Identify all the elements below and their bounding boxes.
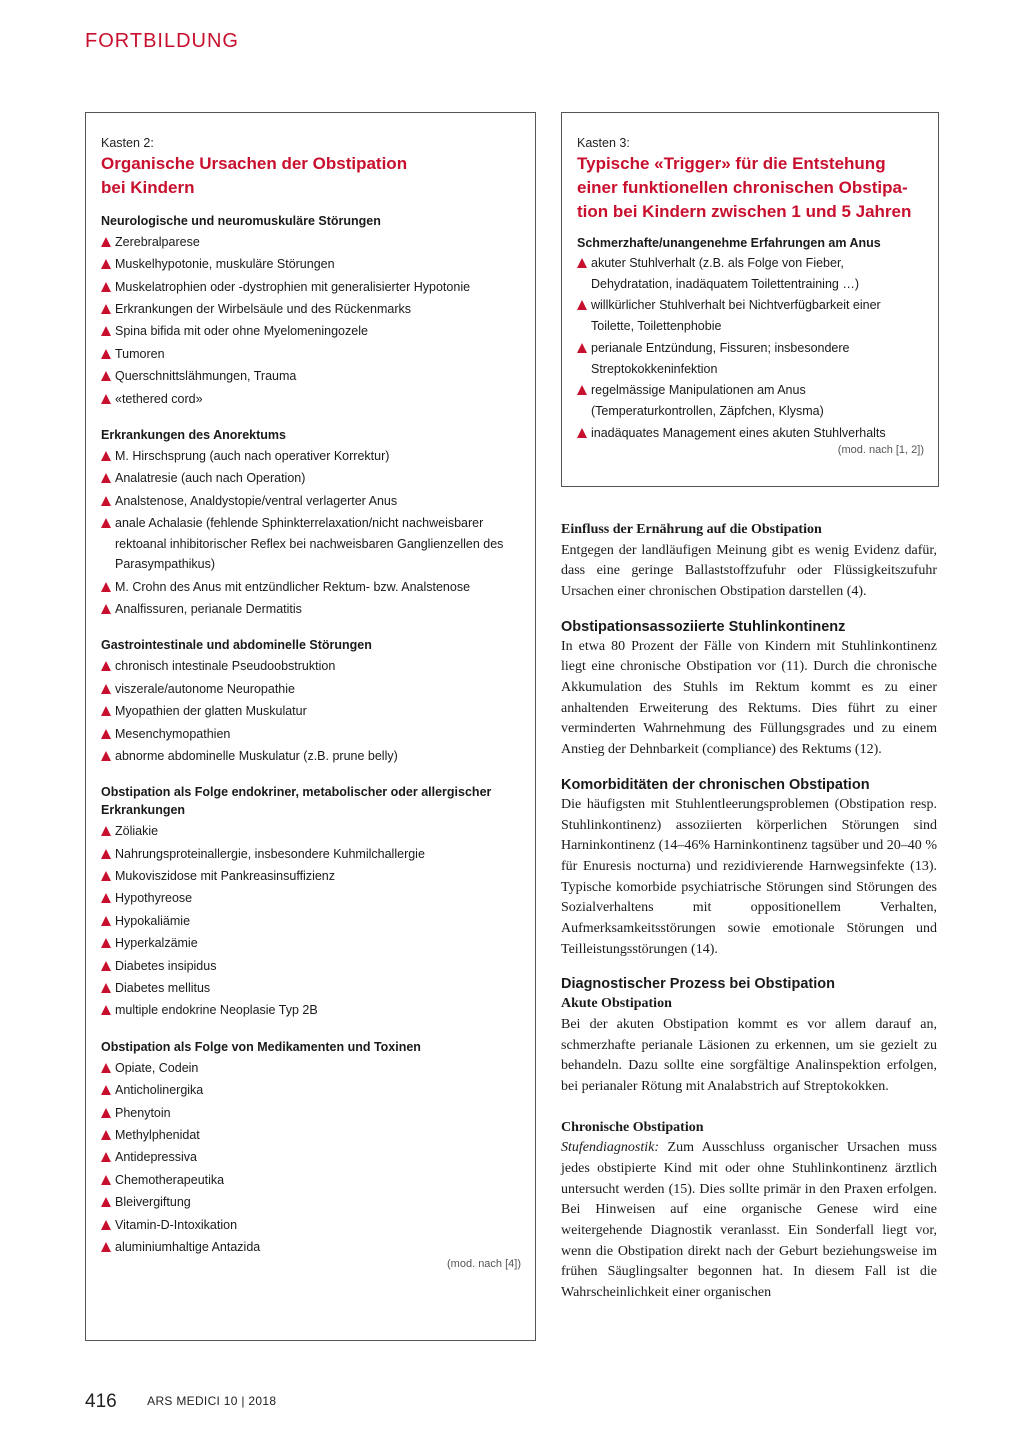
section-header: FORTBILDUNG [85, 30, 239, 52]
section-heading: Erkrankungen des Anorektums [101, 428, 287, 443]
box-organic-causes [85, 112, 536, 1341]
triangle-up-icon [101, 304, 111, 314]
list-item-text: akuter Stuhlverhalt (z.B. als Folge von Fieber, Dehydratation, inadäquatem Toilettentraining …) [591, 256, 859, 291]
list-item [101, 956, 521, 977]
list-item [577, 253, 924, 294]
list-item-text: abnorme abdominelle Muskulatur (z.B. prune belly) [115, 748, 398, 763]
section-heading: Schmerzhafte/unangenehme Erfahrungen am Anus [577, 236, 881, 250]
section-heading: Gastrointestinale und abdominelle Störungen [101, 638, 372, 653]
list-item-text: chronisch intestinale Pseudoobstruktion [115, 659, 336, 674]
subheading: Einfluss der Ernährung auf die Obstipation [561, 522, 822, 537]
list-item [101, 491, 521, 512]
list-item [101, 446, 521, 467]
list-item [101, 366, 521, 387]
list-item-text: inadäquates Management eines akuten Stuhlverhalts [591, 425, 886, 440]
list-item [101, 1192, 521, 1213]
list-item [101, 1000, 521, 1021]
list-item [101, 1080, 521, 1101]
list-item-text: Muskelhypotonie, muskuläre Störungen [115, 257, 335, 272]
list-item-text: Nahrungsproteinallergie, insbesondere Kuhmilchallergie [115, 846, 425, 861]
cause-section [101, 212, 521, 409]
paragraph: Bei der akuten Obstipation kommt es vor allem darauf an, schmerzhafte perianale Läsionen zu erkennen, um sie gezielt zu behandeln. Dazu sollte eine sorgfältige Analinspektion erfolgen, bei perianaler Rötung mit Analabstrich auf Streptokokken. [561, 1016, 937, 1095]
trigger-list [577, 253, 924, 443]
list-item [101, 933, 521, 954]
list-item-text: Hypokaliämie [115, 913, 191, 928]
box-triggers [561, 112, 939, 487]
list-item [577, 338, 924, 379]
list-item-text: Analatresie (auch nach Operation) [115, 471, 306, 486]
list-item [101, 389, 521, 410]
triangle-up-icon [101, 259, 111, 269]
list-item-text: Querschnittslähmungen, Trauma [115, 369, 297, 384]
cause-list [101, 656, 521, 766]
subheading: Akute Obstipation [561, 996, 672, 1012]
list-item-text: Methylphenidat [115, 1128, 200, 1142]
list-item-text: willkürlicher Stuhlverhalt bei Nichtverfügbarkeit einer Toilette, Toilettenphobie [591, 298, 881, 334]
box-title-line: tion bei Kindern zwischen 1 und 5 Jahren [577, 202, 912, 221]
triangle-up-icon [577, 428, 587, 438]
triangle-up-icon [101, 1197, 111, 1207]
list-item [101, 888, 521, 909]
list-item [101, 468, 521, 489]
list-item-text: M. Hirschsprung (auch nach operativer Korrektur) [115, 449, 390, 464]
list-item-text: Hypothyreose [115, 891, 193, 906]
list-item-text: aluminiumhaltige Antazida [115, 1239, 261, 1254]
triangle-up-icon [101, 1130, 111, 1140]
list-item-text: Spina bifida mit oder ohne Myelomeningozele [115, 324, 368, 339]
triangle-up-icon [101, 1063, 111, 1073]
triangle-up-icon [101, 1005, 111, 1015]
cause-section [101, 426, 521, 619]
list-item [101, 746, 521, 767]
list-item-text: Muskelatrophien oder -dystrophien mit generalisierter Hypotonie [115, 279, 471, 294]
box-sections [101, 212, 521, 1257]
source-note: (mod. nach [1, 2]) [837, 444, 924, 457]
list-item [577, 295, 924, 336]
triangle-up-icon [101, 826, 111, 836]
list-item [101, 866, 521, 887]
list-item [101, 1103, 521, 1124]
list-item-text: Analstenose, Analdystopie/ventral verlagerter Anus [115, 493, 398, 508]
triangle-up-icon [101, 706, 111, 716]
list-item-text: perianale Entzündung, Fissuren; insbesondere Streptokokkeninfektion [591, 340, 850, 376]
list-item [101, 1170, 521, 1191]
list-item [577, 423, 924, 444]
list-item [101, 321, 521, 342]
triangle-up-icon [101, 729, 111, 739]
list-item-text: Hyperkalzämie [115, 936, 198, 951]
triangle-up-icon [101, 326, 111, 336]
section-heading: Obstipationsassoziierte Stuhlinkontinenz [561, 618, 846, 635]
list-item [101, 844, 521, 865]
triangle-up-icon [101, 604, 111, 614]
triangle-up-icon [577, 300, 587, 310]
triangle-up-icon [101, 661, 111, 671]
paragraph: Entgegen der landläufigen Meinung gibt es wenig Evidenz dafür, dass eine geringe Ballaststoffzufuhr oder Flüssigkeitszufuhr Ursachen einer chronischen Obstipation darstellen (4). [561, 542, 937, 599]
section-heading: Diagnostischer Prozess bei Obstipation [561, 976, 835, 993]
triangle-up-icon [101, 893, 111, 903]
list-item [101, 344, 521, 365]
list-item [101, 299, 521, 320]
list-item [101, 599, 521, 620]
triangle-up-icon [101, 582, 111, 592]
list-item-text: regelmässige Manipulationen am Anus (Temperaturkontrollen, Zäpfchen, Klysma) [591, 383, 824, 418]
list-item [101, 679, 521, 700]
list-item-text: Phenytoin [115, 1105, 171, 1120]
cause-section [101, 1038, 521, 1258]
triangle-up-icon [101, 237, 111, 247]
triangle-up-icon [101, 1175, 111, 1185]
triangle-up-icon [101, 983, 111, 993]
list-item-text: Anticholinergika [115, 1083, 204, 1098]
list-item-text: Bleivergiftung [115, 1195, 191, 1210]
triangle-up-icon [101, 394, 111, 404]
list-item [101, 724, 521, 745]
journal-issue: ARS MEDICI 10 | 2018 [147, 1394, 277, 1408]
list-item-text: Erkrankungen der Wirbelsäule und des Rückenmarks [115, 302, 411, 317]
list-item-text: Mesenchymopathien [115, 726, 231, 741]
list-item [101, 1058, 521, 1079]
triangle-up-icon [101, 916, 111, 926]
paragraph: Die häufigsten mit Stuhlentleerungsproblemen (Obstipation resp. Stuhlinkontinenz) assoziierten körperlichen Störungen sind Harninkontinenz (14–46% Harninkontinenz tagsüber und 20–40 % für Enuresis nocturna) und rezidivierende Harnwegsinfekte (13). Typische komorbide psychiatrische Störungen sind Störungen des Sozialverhaltens mit oppositionellem Verhalten, Aufmerksamkeitsstörungen sowie emotionale Störungen und Teilleistungsstörungen (14). [561, 796, 937, 957]
list-item [101, 1147, 521, 1168]
list-item-text: Diabetes mellitus [115, 981, 211, 996]
triangle-up-icon [101, 1152, 111, 1162]
section-heading: Obstipation als Folge von Medikamenten und Toxinen [101, 1039, 421, 1054]
triangle-up-icon [101, 961, 111, 971]
list-item [101, 577, 521, 598]
list-item [101, 232, 521, 253]
page-footer [85, 1391, 276, 1413]
list-item [101, 1125, 521, 1146]
triangle-up-icon [577, 258, 587, 268]
section-heading: Obstipation als Folge endokriner, metabolischer oder allergischer Erkrankungen [101, 785, 492, 818]
list-item [101, 656, 521, 677]
cause-list [101, 232, 521, 409]
triangle-up-icon [101, 349, 111, 359]
list-item-text: Antidepressiva [115, 1150, 197, 1165]
cause-list [101, 1058, 521, 1258]
section-heading: Komorbiditäten der chronischen Obstipation [561, 776, 870, 793]
box-title-line: bei Kindern [101, 178, 195, 197]
list-item-text: viszerale/autonome Neuropathie [115, 681, 295, 696]
box-title-line: einer funktionellen chronischen Obstipa- [577, 178, 908, 197]
article-column [561, 520, 937, 1304]
page-number: 416 [85, 1391, 117, 1412]
triangle-up-icon [101, 1085, 111, 1095]
cause-list [101, 821, 521, 1021]
list-item [101, 821, 521, 842]
paragraph [561, 1138, 937, 1304]
triangle-up-icon [577, 385, 587, 395]
box-kicker: Kasten 2: [101, 136, 154, 150]
list-item-text: Opiate, Codein [115, 1060, 199, 1075]
box-title [101, 152, 521, 200]
list-item [577, 380, 924, 421]
triangle-up-icon [101, 938, 111, 948]
triangle-up-icon [101, 371, 111, 381]
paragraph-body: Zum Ausschluss organischer Ursachen muss jedes obstipierte Kind mit oder ohne Stuhlinkontinenz ärztlich untersucht werden (15). Dies sollte primär in den Praxen erfolgen. Bei Hinweisen auf eine organische Genese wird eine weitergehende Diagnostik veranlasst. Ein Sonderfall liegt vor, wenn die Obstipation direkt nach der Geburt beziehungsweise im frühen Säuglingsalter begonnen hat. In diesem Fall ist die Wahrscheinlichkeit einer organischen [561, 1140, 937, 1301]
triangle-up-icon [101, 451, 111, 461]
subheading: Chronische Obstipation [561, 1119, 704, 1135]
box-kicker: Kasten 3: [577, 136, 630, 150]
triangle-up-icon [101, 1242, 111, 1252]
cause-section [101, 783, 521, 1021]
list-item-text: Chemotherapeutika [115, 1172, 225, 1187]
list-item [101, 978, 521, 999]
list-item [101, 1215, 521, 1236]
list-item-text: Mukoviszidose mit Pankreasinsuffizienz [115, 869, 336, 884]
list-item-text: Myopathien der glatten Muskulatur [115, 704, 307, 719]
triangle-up-icon [101, 518, 111, 528]
cause-section [101, 636, 521, 766]
list-item [101, 911, 521, 932]
list-item-text: anale Achalasie (fehlende Sphinkterrelaxation/nicht nachweisbarer rektoanal inhibitorischer Reflex bei nachweisbaren Ganglienzellen des Parasympathikus) [115, 516, 504, 572]
box-title [577, 152, 924, 224]
triangle-up-icon [101, 751, 111, 761]
paragraph: In etwa 80 Prozent der Fälle von Kindern mit Stuhlinkontinenz liegt eine chronische Obstipation vor (11). Durch die chronische Akkumulation des Stuhls im Rektum kommt es zu einer anhaltenden Erweiterung des Rektums. Dies führt zu einer verminderten Wahrnehmung des Füllungsgrades und zu einem Anstieg der Dehnbarkeit (compliance) des Rektums (12). [561, 638, 937, 758]
triangle-up-icon [101, 282, 111, 292]
triangle-up-icon [101, 1220, 111, 1230]
list-item-text: Analfissuren, perianale Dermatitis [115, 601, 302, 616]
list-item-text: Tumoren [115, 346, 165, 361]
triangle-up-icon [101, 473, 111, 483]
list-item [101, 1237, 521, 1258]
list-item [101, 701, 521, 722]
list-item-text: multiple endokrine Neoplasie Typ 2B [115, 1003, 318, 1018]
list-item-text: Zerebralparese [115, 234, 200, 249]
list-item [101, 254, 521, 275]
list-item [101, 277, 521, 298]
list-item-text: Diabetes insipidus [115, 958, 217, 973]
box-title-line: Typische «Trigger» für die Entstehung [577, 154, 886, 173]
triangle-up-icon [577, 343, 587, 353]
source-note: (mod. nach [4]) [447, 1258, 521, 1271]
box-title-line: Organische Ursachen der Obstipation [101, 154, 408, 173]
list-item-text: «tethered cord» [115, 391, 203, 406]
section-heading: Neurologische und neuromuskuläre Störungen [101, 214, 381, 228]
list-item-text: M. Crohn des Anus mit entzündlicher Rektum- bzw. Analstenose [115, 579, 471, 594]
triangle-up-icon [101, 849, 111, 859]
paragraph-lead: Stufendiagnostik: [561, 1140, 659, 1156]
list-item-text: Zöliakie [115, 824, 159, 839]
triangle-up-icon [101, 684, 111, 694]
triangle-up-icon [101, 1108, 111, 1118]
cause-list [101, 446, 521, 619]
triangle-up-icon [101, 871, 111, 881]
list-item [101, 513, 521, 575]
triangle-up-icon [101, 496, 111, 506]
list-item-text: Vitamin-D-Intoxikation [115, 1217, 238, 1232]
